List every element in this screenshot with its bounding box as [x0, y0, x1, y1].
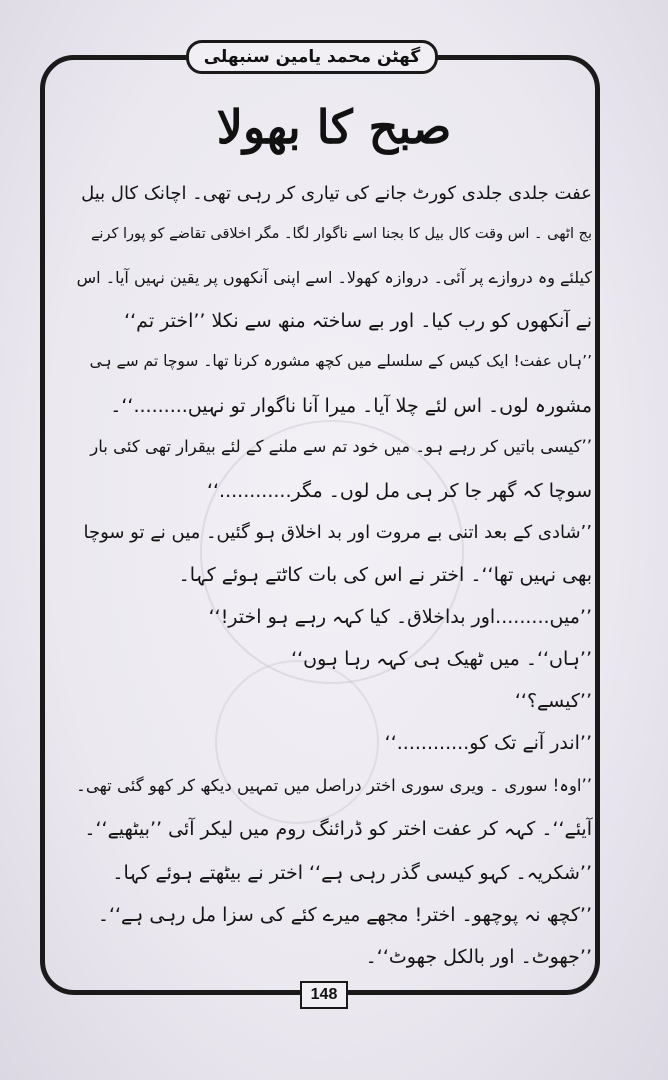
text-line: مشورہ لوں۔ اس لئے چلا آیا۔ میرا آنا ناگوار تو نہیں.........‘‘۔: [110, 395, 592, 417]
text-line: ’’اوہ! سوری ۔ ویری سوری اختر دراصل میں تمہیں دیکھ کر کھو گئی تھی۔: [76, 776, 592, 795]
story-title: صبح کا بھولا: [216, 100, 452, 154]
text-line: سوچا کہ گھر جا کر ہی مل لوں۔ مگر............‘‘: [206, 480, 592, 502]
author-name: گھٹن محمد یامین سنبھلی: [203, 47, 421, 67]
text-line: ’’کیسی باتیں کر رہے ہو۔ میں خود تم سے ملنے کے لئے بیقرار تھی کئی بار: [90, 437, 592, 456]
text-line: ’’اندر آنے تک کو............‘‘: [384, 732, 592, 754]
text-line: ’’شکریہ۔ کہو کیسی گذر رہی ہے‘‘ اختر نے بیٹھتے ہوئے کہا۔: [112, 862, 592, 884]
text-line: آیئے‘‘۔ کہہ کر عفت اختر کو ڈرائنگ روم میں لیکر آئی ’’بیٹھیے‘‘۔: [84, 818, 592, 840]
text-line: ’’کچھ نہ پوچھو۔ اختر! مجھے میرے کئے کی سزا مل رہی ہے‘‘۔: [97, 904, 592, 926]
page-number: 148: [300, 981, 348, 1009]
text-line: کیلئے وہ دروازے پر آئی۔ دروازہ کھولا۔ اسے اپنی آنکھوں پر یقین نہیں آیا۔ اس: [76, 268, 592, 287]
text-line: ’’کیسے؟‘‘: [514, 690, 592, 712]
text-line: ’’ہاں‘‘۔ میں ٹھیک ہی کہہ رہا ہوں‘‘: [291, 648, 592, 670]
author-name-box: [186, 40, 438, 74]
text-line: نے آنکھوں کو رب کیا۔ اور بے ساختہ منھ سے نکلا ’’اختر تم‘‘: [124, 310, 592, 332]
text-line: ’’جھوٹ۔ اور بالکل جھوٹ‘‘۔: [365, 946, 592, 968]
text-line: ’’ہاں عفت! ایک کیس کے سلسلے میں کچھ مشورہ کرنا تھا۔ سوچا تم سے ہی: [89, 352, 592, 370]
text-line: عفت جلدی جلدی کورٹ جانے کی تیاری کر رہی تھی۔ اچانک کال بیل: [81, 183, 592, 204]
text-line: بج اٹھی ۔ اس وقت کال بیل کا بجنا اسے ناگوار لگا۔ مگر اخلاقی تقاضے کو پورا کرنے: [90, 226, 592, 242]
text-line: بھی نہیں تھا‘‘۔ اختر نے اس کی بات کاٹتے ہوئے کہا۔: [178, 564, 592, 586]
text-line: ’’شادی کے بعد اتنی بے مروت اور بد اخلاق ہو گئیں۔ میں نے تو سوچا: [83, 522, 592, 543]
text-line: ’’میں.........اور بداخلاق۔ کیا کہہ رہے ہو اختر!‘‘: [208, 606, 592, 628]
